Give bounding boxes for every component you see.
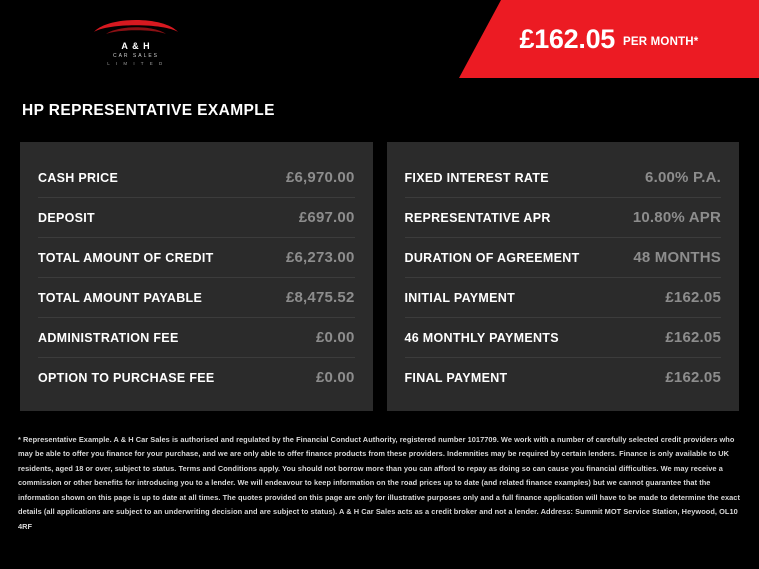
row-value: £0.00 <box>315 329 355 346</box>
row-label: OPTION TO PURCHASE FEE <box>38 371 215 385</box>
monthly-price-period: PER MONTH* <box>623 36 699 48</box>
logo-tertiary-text: L I M I T E D <box>107 61 165 66</box>
table-row <box>38 238 355 278</box>
row-label: TOTAL AMOUNT OF CREDIT <box>38 251 214 265</box>
table-row <box>38 358 355 397</box>
row-label: INITIAL PAYMENT <box>404 291 516 305</box>
logo-secondary-text: CAR SALES <box>112 53 160 59</box>
row-value: £6,273.00 <box>285 249 355 266</box>
row-value: £0.00 <box>315 369 355 386</box>
row-value: 6.00% P.A. <box>645 169 721 186</box>
table-row <box>38 158 355 198</box>
page-header <box>0 0 759 78</box>
table-row <box>405 278 722 318</box>
disclaimer-text: * Representative Example. A & H Car Sales is authorised and regulated by the Financial Conduct Authority, registered number 1017709. We work with a number of carefully selected credit providers who may be able to offer you finance for your purchase, and we are only able to offer finance products from these providers. Indemnities may be required by certain lenders. Finance is only available to UK residents, aged 18 or over, subject to status. Terms and Conditions apply. You should not borrow more than you can afford to repay as doing so can cause you financial difficulties. We may receive a commission or other benefits for introducing you to a lender. We will endeavour to keep information on the road prices up to date (and related finance examples) but we cannot guarantee that the information shown on this page is up to date at all times. The quotes provided on this page are only for illustrative purposes only and a full finance application will have to be made to determine the exact details (all applications are subject to an underwriting decision and are subject to status). A & H Car Sales acts as a credit broker and not a lender. Address: Summit MOT Service Station, Heywood, OL10 4RF <box>18 435 740 531</box>
table-row <box>405 198 722 238</box>
table-row <box>38 198 355 238</box>
row-label: 46 MONTHLY PAYMENTS <box>404 331 559 345</box>
row-label: DURATION OF AGREEMENT <box>404 251 580 265</box>
row-value: £162.05 <box>665 289 721 306</box>
row-label: CASH PRICE <box>38 171 119 185</box>
row-label: FINAL PAYMENT <box>404 371 508 385</box>
row-value: £162.05 <box>665 329 721 346</box>
logo-primary-text: A & H <box>121 41 151 51</box>
row-label: FIXED INTEREST RATE <box>404 171 549 185</box>
table-row <box>405 158 722 198</box>
left-details-panel <box>20 142 373 411</box>
table-row <box>405 358 722 397</box>
row-value: 10.80% APR <box>632 209 721 226</box>
right-details-panel <box>387 142 740 411</box>
table-row <box>38 278 355 318</box>
row-value: £697.00 <box>298 209 355 226</box>
row-value: £6,970.00 <box>285 169 355 186</box>
company-logo[interactable] <box>86 12 186 66</box>
table-row <box>38 318 355 358</box>
page-title: HP REPRESENTATIVE EXAMPLE <box>22 102 275 119</box>
table-row <box>405 318 722 358</box>
finance-details-panels <box>20 142 739 411</box>
row-label: TOTAL AMOUNT PAYABLE <box>38 291 203 305</box>
row-value: 48 MONTHS <box>633 249 721 266</box>
row-label: ADMINISTRATION FEE <box>38 331 179 345</box>
car-swoosh-icon <box>86 12 186 40</box>
monthly-price-banner <box>459 0 759 78</box>
monthly-price-amount: £162.05 <box>519 23 615 54</box>
table-row <box>405 238 722 278</box>
row-value: £8,475.52 <box>285 289 355 306</box>
row-label: REPRESENTATIVE APR <box>404 211 551 225</box>
row-value: £162.05 <box>665 369 721 386</box>
row-label: DEPOSIT <box>38 211 95 225</box>
